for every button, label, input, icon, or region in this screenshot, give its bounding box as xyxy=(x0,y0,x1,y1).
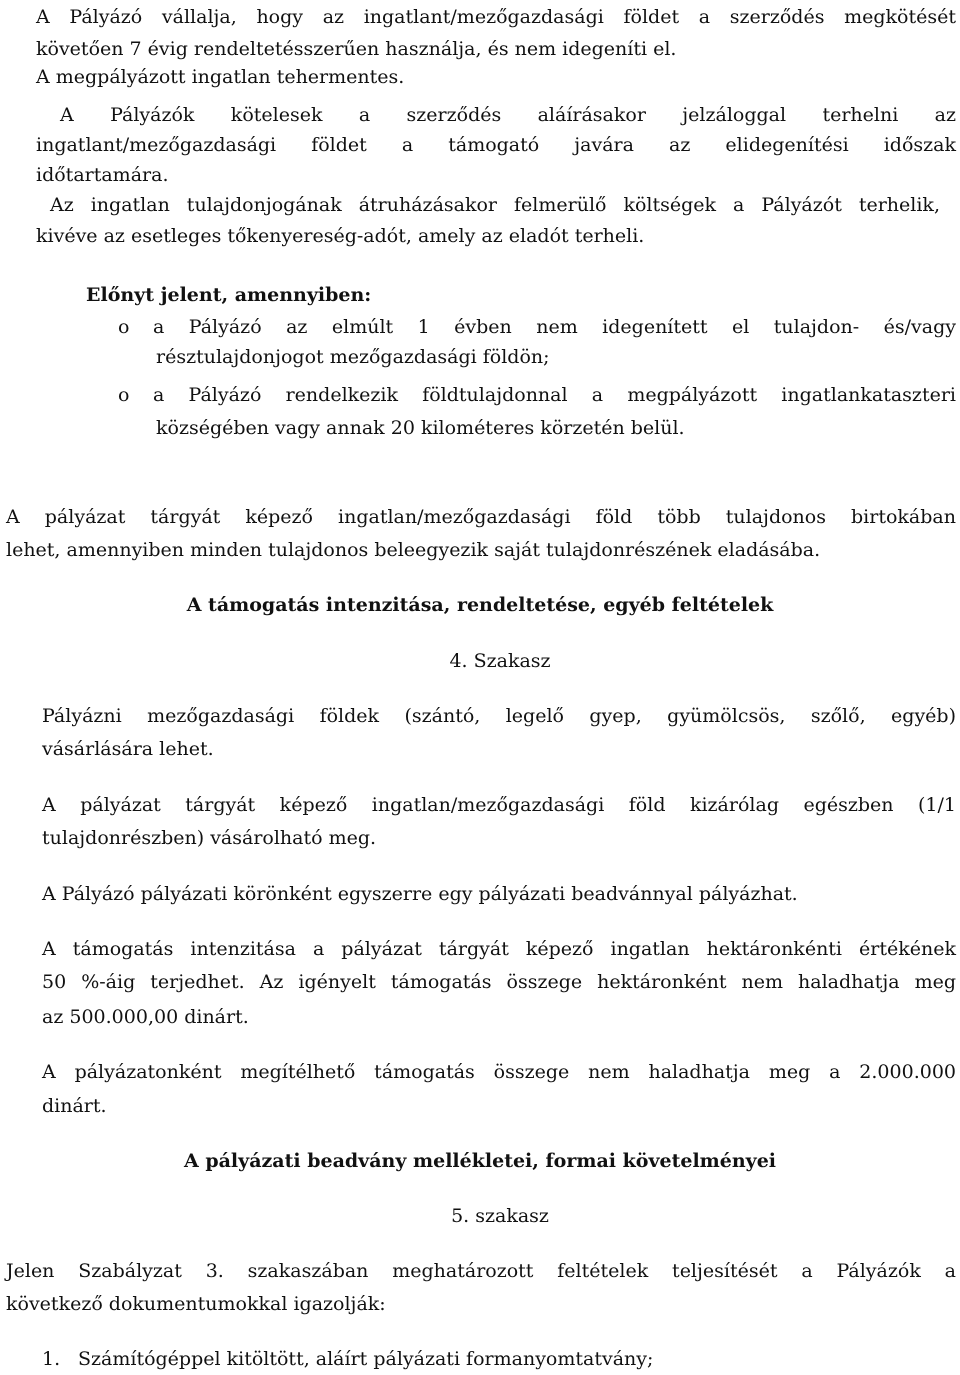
text-line: A Pályázó vállalja, hogy az ingatlant/mezőgazdasági földet a szerződés megkötését xyxy=(36,6,956,28)
text-line: Jelen Szabályzat 3. szakaszában meghatározott feltételek teljesítését a Pályázók a xyxy=(6,1260,956,1282)
text-line: lehet, amennyiben minden tulajdonos beleegyezik saját tulajdonrészének eladásába. xyxy=(6,539,821,561)
text-line: Az ingatlan tulajdonjogának átruházásakor felmerülő költségek a Pályázót terhelik, xyxy=(50,194,940,216)
text-line: tulajdonrészben) vásárolható meg. xyxy=(42,827,377,849)
text-line: A pályázat tárgyát képező ingatlan/mezőgazdasági föld kizárólag egészben (1/1 xyxy=(42,794,956,816)
text-line: A pályázatonként megítélhető támogatás összege nem haladhatja meg a 2.000.000 xyxy=(42,1061,956,1083)
text-line: kivéve az esetleges tőkenyereség-adót, amely az eladót terheli. xyxy=(36,225,645,247)
advantage-item-line: a Pályázó rendelkezik földtulajdonnal a megpályázott ingatlankataszteri xyxy=(153,384,956,406)
section-title: A támogatás intenzitása, rendeltetése, egyéb feltételek xyxy=(186,594,774,616)
text-line: követően 7 évig rendeltetésszerűen használja, és nem idegeníti el. xyxy=(36,38,677,60)
section-number: 4. Szakasz xyxy=(449,650,551,672)
bullet-marker: o xyxy=(118,316,130,338)
text-line: 50 %-áig terjedhet. Az igényelt támogatás összege hektáronként nem haladhatja meg xyxy=(42,971,956,993)
bullet-marker: o xyxy=(118,384,130,406)
text-line: ingatlant/mezőgazdasági földet a támogató javára az elidegenítési időszak xyxy=(36,134,956,156)
text-line: A Pályázók kötelesek a szerződés aláírásakor jelzáloggal terhelni az xyxy=(60,104,956,126)
text-line: A pályázat tárgyát képező ingatlan/mezőgazdasági föld több tulajdonos birtokában xyxy=(6,506,956,528)
section-number: 5. szakasz xyxy=(451,1205,549,1227)
text-line: Pályázni mezőgazdasági földek (szántó, legelő gyep, gyümölcsös, szőlő, egyéb) xyxy=(42,705,956,727)
text-line: következő dokumentumokkal igazolják: xyxy=(6,1293,386,1315)
advantage-item-line: résztulajdonjogot mezőgazdasági földön; xyxy=(156,346,550,368)
text-line: A megpályázott ingatlan tehermentes. xyxy=(36,66,405,88)
list-text: Számítógéppel kitöltött, aláírt pályázati formanyomtatvány; xyxy=(78,1348,654,1370)
list-number: 1. xyxy=(42,1348,61,1370)
text-line: vásárlására lehet. xyxy=(42,738,214,760)
advantage-item-line: a Pályázó az elmúlt 1 évben nem idegenített el tulajdon- és/vagy xyxy=(153,316,956,338)
text-line: dinárt. xyxy=(42,1095,107,1117)
text-line: időtartamára. xyxy=(36,164,169,186)
advantage-item-line: községében vagy annak 20 kilométeres körzetén belül. xyxy=(156,417,685,439)
text-line: A támogatás intenzitása a pályázat tárgyát képező ingatlan hektáronkénti értékének xyxy=(42,938,956,960)
section-title: A pályázati beadvány mellékletei, formai követelményei xyxy=(183,1150,777,1172)
advantage-heading: Előnyt jelent, amennyiben: xyxy=(86,284,372,306)
text-line: az 500.000,00 dinárt. xyxy=(42,1006,249,1028)
text-line: A Pályázó pályázati körönként egyszerre egy pályázati beadvánnyal pályázhat. xyxy=(42,883,798,905)
